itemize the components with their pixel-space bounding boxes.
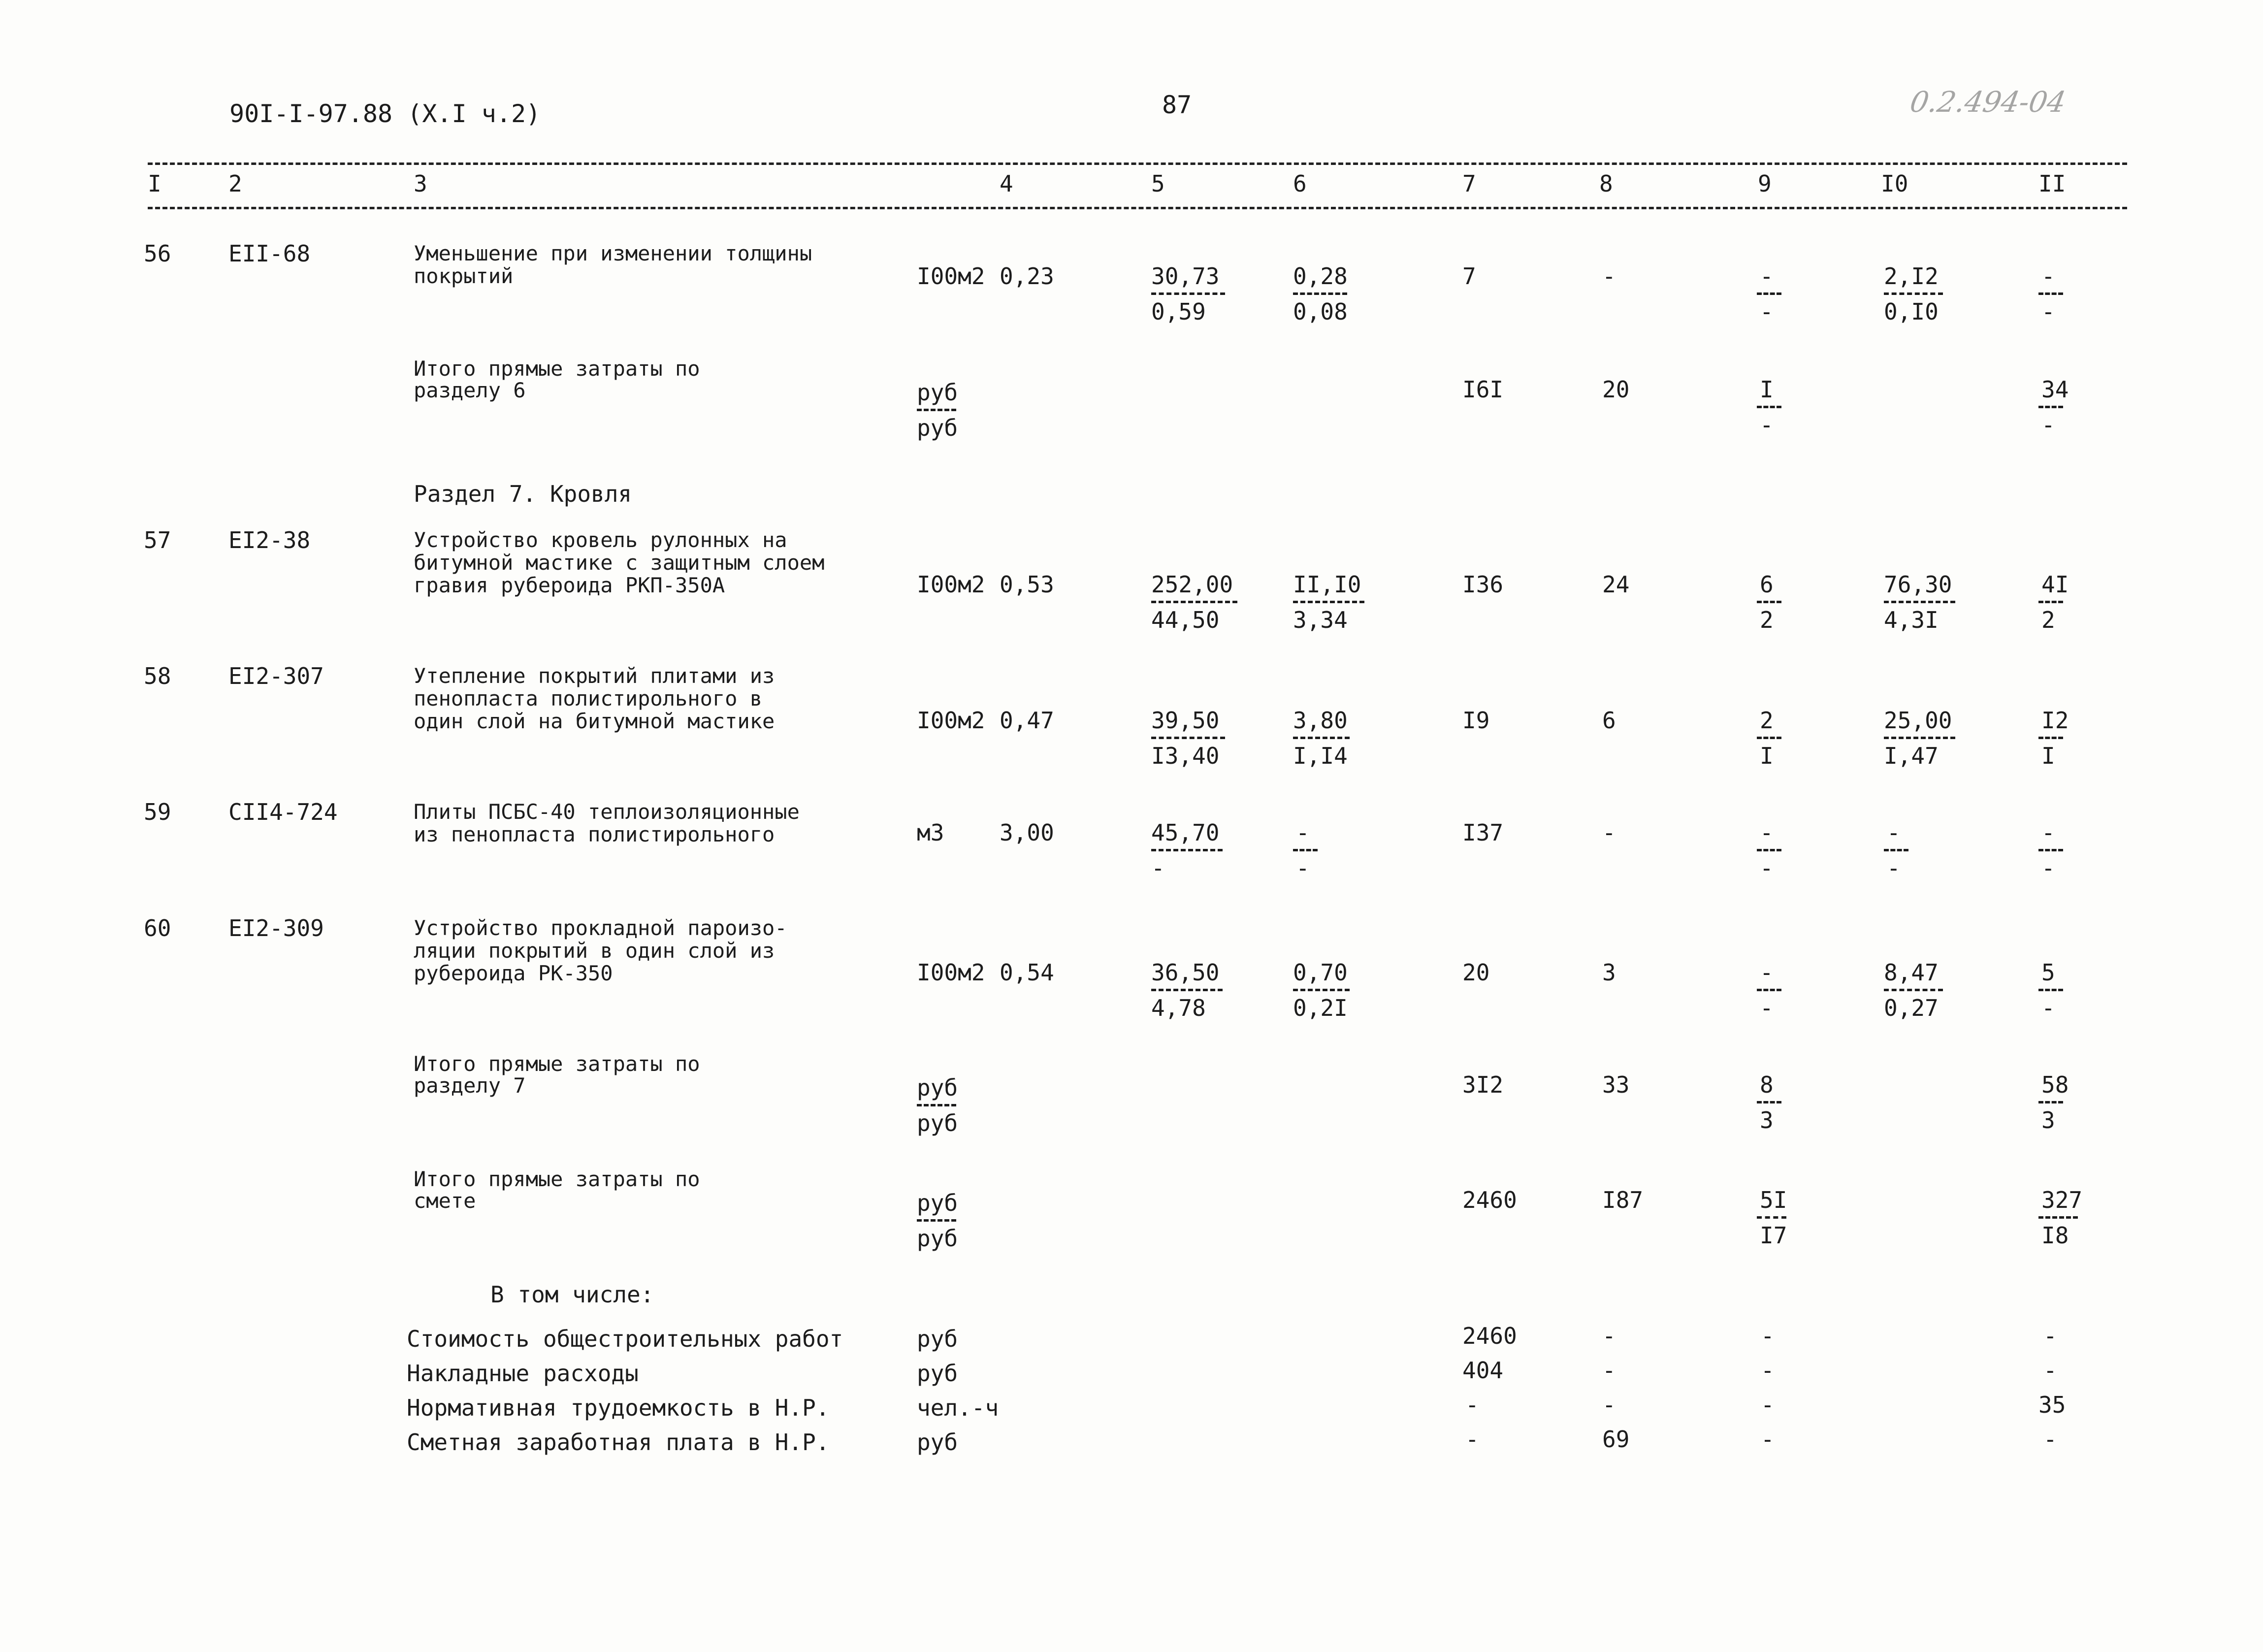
- breakdown-name: Сметная заработная плата в Н.Р.: [407, 1429, 830, 1456]
- col10-top: -: [1887, 819, 1901, 846]
- col11-top: 58: [2041, 1071, 2069, 1098]
- col10-top: 8,47: [1884, 959, 1939, 986]
- unit: м3: [917, 819, 944, 846]
- col10-bottom: I,47: [1884, 743, 1939, 769]
- unit: I00м2: [917, 571, 985, 598]
- fraction-line: [1757, 737, 1781, 739]
- fraction-line: [1884, 292, 1943, 295]
- fraction-line: [1293, 989, 1350, 991]
- breakdown-col9: -: [1761, 1426, 1775, 1453]
- work-name-line: покрытий: [414, 264, 514, 288]
- unit-bottom: руб: [917, 1225, 958, 1252]
- machine-cost-total: 3,80: [1293, 707, 1348, 734]
- col9-top: 8: [1760, 1071, 1774, 1098]
- unit-cost-wages: 0,59: [1151, 298, 1206, 325]
- fraction-line: [2038, 1216, 2078, 1219]
- breakdown-col7: -: [1465, 1392, 1479, 1418]
- column-header-9: 9: [1758, 170, 1772, 197]
- col9-bottom: -: [1760, 412, 1774, 438]
- breakdown-unit: руб: [917, 1360, 958, 1387]
- col9-bottom: I: [1760, 743, 1774, 769]
- col9-top: 2: [1760, 707, 1774, 734]
- rate-code: CII4-724: [228, 799, 338, 825]
- fraction-line: [2038, 406, 2063, 408]
- col11-top: -: [2041, 819, 2055, 846]
- section-title: Раздел 7. Кровля: [414, 481, 632, 507]
- work-name-line: пенопласта полистирольного в: [414, 686, 763, 711]
- col9-bottom: 3: [1760, 1107, 1774, 1134]
- fraction-line: [1757, 601, 1781, 603]
- unit-top: руб: [917, 1190, 958, 1216]
- quantity: 0,54: [1000, 959, 1054, 986]
- col9-top: 6: [1760, 571, 1774, 598]
- work-name-line: из пенопласта полистирольного: [414, 822, 775, 846]
- work-name-line: Утепление покрытий плитами из: [414, 664, 775, 688]
- row-number: 60: [144, 915, 171, 941]
- rate-code: EI2-307: [228, 663, 324, 689]
- breakdown-col9: -: [1761, 1323, 1775, 1349]
- column-header-11: II: [2038, 170, 2066, 197]
- breakdown-col7: 404: [1462, 1357, 1504, 1384]
- unit: I00м2: [917, 263, 985, 290]
- unit-bottom: руб: [917, 1110, 958, 1136]
- fraction-line: [917, 1219, 956, 1222]
- col11-top: -: [2041, 263, 2055, 290]
- unit-cost-wages: I3,40: [1151, 743, 1220, 769]
- unit-cost-wages: -: [1151, 855, 1165, 881]
- breakdown-col9: -: [1761, 1392, 1775, 1418]
- col9-bottom: 2: [1760, 607, 1774, 633]
- col10-bottom: 0,27: [1884, 995, 1939, 1021]
- subtotal-label-line: Итого прямые затраты по: [414, 1052, 700, 1076]
- wages-total: 33: [1602, 1071, 1630, 1098]
- column-header-5: 5: [1151, 170, 1165, 197]
- fraction-line: [1757, 406, 1781, 408]
- machine-cost-total: 0,70: [1293, 959, 1348, 986]
- total-cost: 20: [1462, 959, 1490, 986]
- subtotal-label-line: разделу 7: [414, 1073, 526, 1098]
- column-header-7: 7: [1462, 170, 1476, 197]
- breakdown-col11: -: [2043, 1357, 2057, 1384]
- col9-top: -: [1760, 263, 1774, 290]
- column-header-8: 8: [1599, 170, 1613, 197]
- page-number: 87: [1162, 91, 1192, 119]
- work-name-line: рубероида РК-350: [414, 961, 613, 985]
- total-cost: 2460: [1462, 1187, 1517, 1213]
- breakdown-col8: -: [1602, 1357, 1616, 1384]
- work-name-line: Уменьшение при изменении толщины: [414, 241, 812, 265]
- including-label: В том числе:: [490, 1281, 654, 1308]
- fraction-line: [917, 1104, 956, 1106]
- breakdown-col11: -: [2043, 1323, 2057, 1349]
- machine-cost-total: -: [1296, 819, 1310, 846]
- col11-bottom: 3: [2041, 1107, 2055, 1134]
- unit-cost-wages: 4,78: [1151, 995, 1206, 1021]
- unit-cost-total: 36,50: [1151, 959, 1220, 986]
- wages-total: -: [1602, 819, 1616, 846]
- quantity: 0,23: [1000, 263, 1054, 290]
- machine-cost-wages: 0,2I: [1293, 995, 1348, 1021]
- row-number: 57: [144, 527, 171, 553]
- col9-bottom: -: [1760, 855, 1774, 881]
- fraction-line: [2038, 989, 2063, 991]
- work-name-line: ляции покрытий в один слой из: [414, 939, 775, 963]
- col9-top: 5I: [1760, 1187, 1787, 1213]
- col11-top: 327: [2041, 1187, 2083, 1213]
- handwritten-stamp: 0.2.494-04: [1907, 85, 2069, 119]
- unit-cost-total: 252,00: [1151, 571, 1233, 598]
- fraction-line: [1293, 292, 1347, 295]
- header-bottom-rule: [148, 207, 2127, 209]
- breakdown-name: Нормативная трудоемкость в Н.Р.: [407, 1394, 830, 1421]
- rate-code: EII-68: [228, 240, 311, 267]
- col9-bottom: I7: [1760, 1222, 1787, 1249]
- unit-bottom: руб: [917, 415, 958, 441]
- column-header-4: 4: [1000, 170, 1013, 197]
- fraction-line: [1757, 1216, 1786, 1219]
- quantity: 0,47: [1000, 707, 1054, 734]
- col10-bottom: 0,I0: [1884, 298, 1939, 325]
- breakdown-name: Накладные расходы: [407, 1360, 639, 1387]
- fraction-line: [2038, 849, 2063, 851]
- work-name-line: Устройство кровель рулонных на: [414, 528, 787, 552]
- col10-bottom: -: [1887, 855, 1901, 881]
- breakdown-unit: руб: [917, 1429, 958, 1456]
- fraction-line: [2038, 292, 2063, 295]
- unit-cost-total: 30,73: [1151, 263, 1220, 290]
- fraction-line: [1757, 849, 1781, 851]
- col11-bottom: I: [2041, 743, 2055, 769]
- fraction-line: [1884, 989, 1943, 991]
- col11-bottom: -: [2041, 855, 2055, 881]
- row-number: 58: [144, 663, 171, 689]
- breakdown-col11: -: [2043, 1426, 2057, 1453]
- header-top-rule: [148, 162, 2127, 165]
- fraction-line: [1884, 601, 1955, 603]
- rate-code: EI2-38: [228, 527, 311, 553]
- col11-top: 4I: [2041, 571, 2069, 598]
- machine-cost-total: 0,28: [1293, 263, 1348, 290]
- unit: I00м2: [917, 707, 985, 734]
- col9-top: -: [1760, 819, 1774, 846]
- subtotal-label-line: разделу 6: [414, 378, 526, 402]
- breakdown-unit: чел.-ч: [917, 1394, 999, 1421]
- column-header-1: I: [148, 170, 162, 197]
- fraction-line: [1151, 292, 1225, 295]
- wages-total: 3: [1602, 959, 1616, 986]
- subtotal-label-line: Итого прямые затраты по: [414, 356, 700, 381]
- fraction-line: [1293, 849, 1318, 851]
- quantity: 3,00: [1000, 819, 1054, 846]
- total-label-line: Итого прямые затраты по: [414, 1167, 700, 1191]
- col10-top: 25,00: [1884, 707, 1952, 734]
- wages-total: 20: [1602, 376, 1630, 403]
- wages-total: 6: [1602, 707, 1616, 734]
- col11-top: 5: [2041, 959, 2055, 986]
- total-cost: 3I2: [1462, 1071, 1504, 1098]
- unit-cost-wages: 44,50: [1151, 607, 1220, 633]
- col11-bottom: 2: [2041, 607, 2055, 633]
- col9-bottom: -: [1760, 995, 1774, 1021]
- unit-cost-total: 39,50: [1151, 707, 1220, 734]
- column-header-6: 6: [1293, 170, 1307, 197]
- work-name-line: гравия рубероида РКП-350А: [414, 573, 725, 597]
- machine-cost-total: II,I0: [1293, 571, 1361, 598]
- total-label-line: смете: [414, 1189, 476, 1213]
- column-header-2: 2: [228, 170, 242, 197]
- col10-top: 2,I2: [1884, 263, 1939, 290]
- breakdown-name: Стоимость общестроительных работ: [407, 1326, 843, 1352]
- unit-top: руб: [917, 1074, 958, 1101]
- wages-total: 24: [1602, 571, 1630, 598]
- unit: I00м2: [917, 959, 985, 986]
- total-cost: I37: [1462, 819, 1504, 846]
- breakdown-col8: -: [1602, 1392, 1616, 1418]
- col11-top: I2: [2041, 707, 2069, 734]
- machine-cost-wages: I,I4: [1293, 743, 1348, 769]
- row-number: 59: [144, 799, 171, 825]
- row-number: 56: [144, 240, 171, 267]
- breakdown-col7: 2460: [1462, 1323, 1517, 1349]
- fraction-line: [1293, 737, 1350, 739]
- fraction-line: [2038, 737, 2063, 739]
- total-cost: I36: [1462, 571, 1504, 598]
- fraction-line: [2038, 1101, 2063, 1103]
- col9-top: I: [1760, 376, 1774, 403]
- fraction-line: [1151, 989, 1223, 991]
- col9-top: -: [1760, 959, 1774, 986]
- fraction-line: [917, 409, 956, 411]
- fraction-line: [1151, 849, 1223, 851]
- column-header-3: 3: [414, 170, 427, 197]
- fraction-line: [1884, 737, 1955, 739]
- col10-bottom: 4,3I: [1884, 607, 1939, 633]
- breakdown-col7: -: [1465, 1426, 1479, 1453]
- column-header-10: I0: [1881, 170, 1908, 197]
- fraction-line: [1151, 601, 1237, 603]
- fraction-line: [1757, 989, 1781, 991]
- col9-bottom: -: [1760, 298, 1774, 325]
- quantity: 0,53: [1000, 571, 1054, 598]
- fraction-line: [1884, 849, 1908, 851]
- fraction-line: [1757, 292, 1781, 295]
- machine-cost-wages: 3,34: [1293, 607, 1348, 633]
- wages-total: I87: [1602, 1187, 1644, 1213]
- total-cost: I6I: [1462, 376, 1504, 403]
- col11-bottom: -: [2041, 995, 2055, 1021]
- total-cost: 7: [1462, 263, 1476, 290]
- breakdown-unit: руб: [917, 1326, 958, 1352]
- fraction-line: [2038, 601, 2063, 603]
- machine-cost-wages: 0,08: [1293, 298, 1348, 325]
- unit-top: руб: [917, 379, 958, 406]
- unit-cost-total: 45,70: [1151, 819, 1220, 846]
- breakdown-col11: 35: [2038, 1392, 2066, 1418]
- machine-cost-wages: -: [1296, 855, 1310, 881]
- work-name-line: один слой на битумной мастике: [414, 709, 775, 733]
- document-code: 90I-I-97.88 (X.I ч.2): [229, 99, 541, 128]
- fraction-line: [1151, 737, 1225, 739]
- fraction-line: [1757, 1101, 1781, 1103]
- work-name-line: Плиты ПСБС-40 теплоизоляционные: [414, 800, 800, 824]
- fraction-line: [1293, 601, 1364, 603]
- breakdown-col8: 69: [1602, 1426, 1630, 1453]
- col11-bottom: I8: [2041, 1222, 2069, 1249]
- col11-top: 34: [2041, 376, 2069, 403]
- rate-code: EI2-309: [228, 915, 324, 941]
- col11-bottom: -: [2041, 412, 2055, 438]
- wages-total: -: [1602, 263, 1616, 290]
- breakdown-col8: -: [1602, 1323, 1616, 1349]
- work-name-line: Устройство прокладной пароизо-: [414, 916, 787, 940]
- col10-top: 76,30: [1884, 571, 1952, 598]
- total-cost: I9: [1462, 707, 1490, 734]
- col11-bottom: -: [2041, 298, 2055, 325]
- breakdown-col9: -: [1761, 1357, 1775, 1384]
- work-name-line: битумной мастике с защитным слоем: [414, 551, 825, 575]
